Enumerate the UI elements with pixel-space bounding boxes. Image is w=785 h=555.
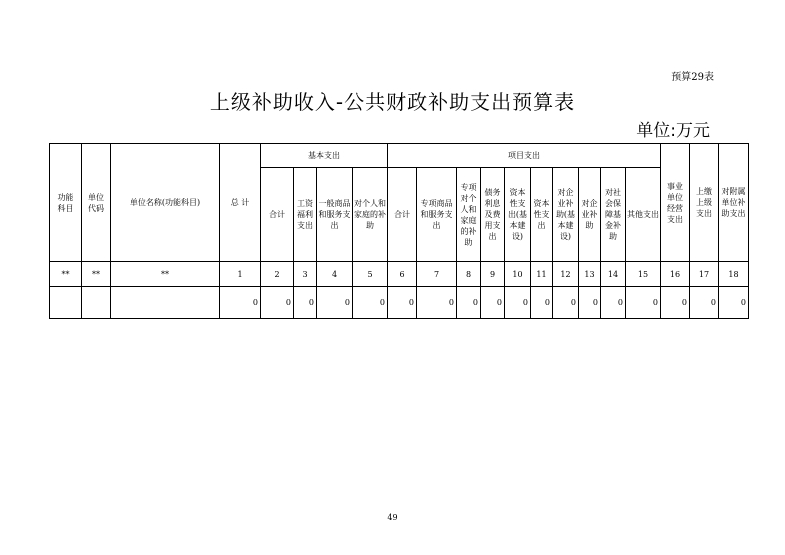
index-cell: **: [111, 262, 220, 287]
data-cell: 0: [388, 287, 417, 319]
data-cell: 0: [317, 287, 353, 319]
data-cell: 0: [294, 287, 317, 319]
index-cell: 17: [690, 262, 719, 287]
header-total: 总 计: [220, 144, 261, 262]
data-cell: [82, 287, 111, 319]
index-cell: 6: [388, 262, 417, 287]
header-col-14: 对社会保障基金补助: [601, 168, 626, 262]
header-col-10: 资本性支出(基本建设): [505, 168, 531, 262]
data-cell: [50, 287, 82, 319]
page-title: 上级补助收入-公共财政补助支出预算表: [209, 90, 576, 114]
index-cell: 18: [719, 262, 749, 287]
index-cell: 5: [353, 262, 388, 287]
index-cell: 15: [626, 262, 661, 287]
data-cell: 0: [481, 287, 505, 319]
data-cell: 0: [220, 287, 261, 319]
header-col-16: 事业单位经营支出: [661, 144, 690, 262]
data-cell: 0: [626, 287, 661, 319]
data-cell: 0: [661, 287, 690, 319]
index-cell: 4: [317, 262, 353, 287]
index-cell: 1: [220, 262, 261, 287]
header-col-9: 债务利息及费用支出: [481, 168, 505, 262]
data-row: [50, 287, 749, 319]
data-cell: 0: [553, 287, 579, 319]
index-cell: 2: [261, 262, 294, 287]
index-cell: 14: [601, 262, 626, 287]
header-group-basic: 基本支出: [261, 144, 388, 168]
data-cell: 0: [531, 287, 553, 319]
form-number: 预算29表: [671, 72, 714, 83]
data-cell: 0: [417, 287, 457, 319]
budget-table: [49, 143, 749, 319]
data-cell: 0: [719, 287, 749, 319]
header-col-6: 合计: [388, 168, 417, 262]
header-col-15: 其他支出: [626, 168, 661, 262]
index-cell: 11: [531, 262, 553, 287]
index-cell: **: [50, 262, 82, 287]
index-cell: 12: [553, 262, 579, 287]
header-col-7: 专项商品和服务支出: [417, 168, 457, 262]
data-cell: 0: [505, 287, 531, 319]
data-cell: 0: [261, 287, 294, 319]
header-col-4: 一般商品和服务支出: [317, 168, 353, 262]
data-cell: 0: [353, 287, 388, 319]
header-col-3: 工资福利支出: [294, 168, 317, 262]
data-cell: 0: [601, 287, 626, 319]
index-cell: 3: [294, 262, 317, 287]
header-col-18: 对附属单位补助支出: [719, 144, 749, 262]
header-col-13: 对企业补助: [579, 168, 601, 262]
index-cell: 10: [505, 262, 531, 287]
header-col-11: 资本性支出: [531, 168, 553, 262]
index-cell: **: [82, 262, 111, 287]
data-cell: 0: [690, 287, 719, 319]
header-unit-name: 单位名称(功能科目): [111, 144, 220, 262]
index-cell: 13: [579, 262, 601, 287]
data-cell: 0: [579, 287, 601, 319]
header-col-2: 合计: [261, 168, 294, 262]
index-cell: 8: [457, 262, 481, 287]
header-col-5: 对个人和家庭的补助: [353, 168, 388, 262]
header-col-12: 对企业补助(基本建设): [553, 168, 579, 262]
index-cell: 9: [481, 262, 505, 287]
header-group-project: 项目支出: [388, 144, 661, 168]
header-unit-code: 单位代码: [82, 144, 111, 262]
header-func-subject: 功能科目: [50, 144, 82, 262]
index-cell: 16: [661, 262, 690, 287]
unit-label: 单位:万元: [636, 121, 710, 141]
data-cell: 0: [457, 287, 481, 319]
index-row: [50, 262, 749, 287]
header-col-8: 专项对个人和家庭的补助: [457, 168, 481, 262]
data-cell: [111, 287, 220, 319]
index-cell: 7: [417, 262, 457, 287]
header-col-17: 上缴上级支出: [690, 144, 719, 262]
page-number: 49: [387, 513, 398, 522]
